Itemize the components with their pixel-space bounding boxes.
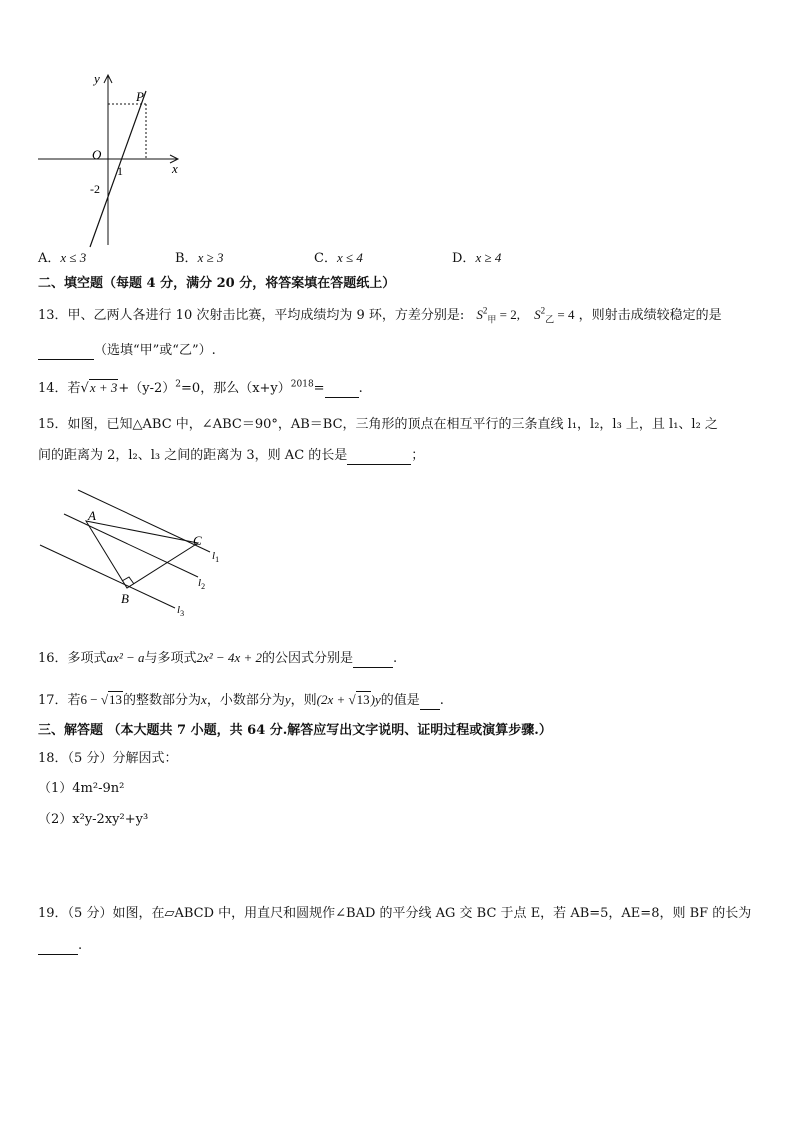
option-c[interactable]: C．x ≤ 4 <box>314 250 363 266</box>
answer-blank-16[interactable] <box>353 653 393 668</box>
answer-blank-17[interactable] <box>420 695 440 710</box>
answer-blank-19[interactable] <box>38 940 78 955</box>
question-13-line2: （选填“甲”或“乙”）. <box>38 342 216 360</box>
point-p-label: P <box>136 89 144 104</box>
line-l1 <box>78 490 210 552</box>
option-b[interactable]: B．x ≥ 3 <box>175 250 224 266</box>
section2-title: 二、填空题（每题 4 分，满分 20 分，将答案填在答题纸上） <box>38 276 396 291</box>
origin-label: O <box>92 147 102 162</box>
question-18-title: 18．（5 分）分解因式： <box>38 751 178 766</box>
question-19-line2: . <box>38 937 82 955</box>
triangle-abc <box>86 521 198 588</box>
label-l1: $l_1$ <box>212 550 220 564</box>
line-l2 <box>64 514 198 577</box>
question-16: 16．多项式ax² − a与多项式2x² − 4x + 2的公因式分别是 . <box>38 650 398 666</box>
y-axis-label: y <box>94 71 100 86</box>
answer-blank-13[interactable] <box>38 345 94 360</box>
answer-blank-14[interactable] <box>325 383 359 398</box>
line-l3 <box>40 545 175 608</box>
label-l3: $l_3$ <box>177 604 185 618</box>
label-l2: $l_2$ <box>198 577 206 591</box>
option-a[interactable]: A．x ≤ 3 <box>38 250 87 266</box>
x-tick-label: 1 <box>117 164 123 178</box>
question-15-line1: 15．如图，已知△ABC 中，∠ABC＝90°，AB＝BC，三角形的顶点在相互平行的三条直线 l₁，l₂，l₃ 上，且 l₁、l₂ 之 <box>38 417 718 432</box>
question-18-part1: （1）4m²-9n² <box>38 781 125 796</box>
answer-blank-15[interactable] <box>347 450 411 465</box>
vertex-b-label: B <box>121 591 129 606</box>
vertex-a-label: A <box>88 508 96 523</box>
question-17: 17．若6 − √13的整数部分为x，小数部分为y，则(2x + √13)y的值是 . <box>38 692 444 708</box>
vertex-c-label: C <box>193 533 202 548</box>
question-18-part2: （2）x²y-2xy²+y³ <box>38 812 149 827</box>
x-axis-label: x <box>172 161 178 176</box>
y-tick-label: -2 <box>90 182 100 196</box>
question-14: 14．若$√x + 3+(y-2)^2=0$，那么$(x+y)^{2018}=$ . <box>38 379 363 396</box>
question-19-line1: 19．（5 分）如图，在▱ABCD 中，用直尺和圆规作∠BAD 的平分线 AG 交 BC 于点 E，若 AB=5，AE=8，则 BF 的长为 <box>38 906 752 921</box>
question-13: 13．甲、乙两人各进行 10 次射击比赛，平均成绩均为 9 环，方差分别是: $S^2_甲 = 2$, $S^2_乙 = 4$ ，则射击成绩较稳定的是 <box>38 305 722 325</box>
question-15-line2: 间的距离为 2，l₂、l₃ 之间的距离为 3，则 AC 的长是 ； <box>38 448 425 463</box>
section3-title: 三、解答题 （本大题共 7 小题，共 64 分.解答应写出文字说明、证明过程或演算步骤.） <box>38 723 552 738</box>
option-d[interactable]: D．x ≥ 4 <box>452 250 502 266</box>
figure-q15-parallel-lines <box>30 485 230 620</box>
figure-q12-coordinate-graph <box>30 70 190 255</box>
